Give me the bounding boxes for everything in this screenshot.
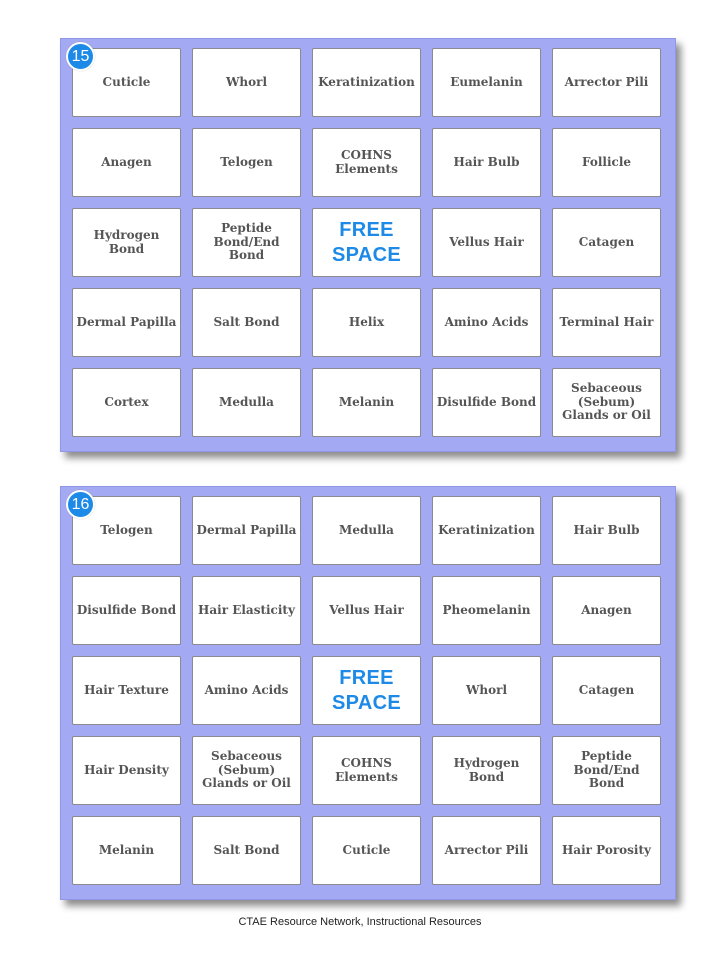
bingo-cell: Amino Acids (432, 288, 541, 357)
bingo-cell: COHNS Elements (312, 736, 421, 805)
bingo-cell: Vellus Hair (432, 208, 541, 277)
bingo-cell: Eumelanin (432, 48, 541, 117)
bingo-grid (72, 48, 661, 437)
bingo-cell: Hydrogen Bond (432, 736, 541, 805)
bingo-cell: Sebaceous (Sebum) Glands or Oil (192, 736, 301, 805)
bingo-cell: Amino Acids (192, 656, 301, 725)
bingo-cell: Salt Bond (192, 816, 301, 885)
bingo-cell: Arrector Pili (552, 48, 661, 117)
bingo-cell: Cuticle (312, 816, 421, 885)
bingo-cell: Arrector Pili (432, 816, 541, 885)
bingo-cell: Salt Bond (192, 288, 301, 357)
bingo-cell: Hair Bulb (552, 496, 661, 565)
footer-credit: CTAE Resource Network, Instructional Resources (238, 916, 482, 928)
free-space-cell: FREE SPACE (312, 208, 421, 277)
bingo-cell: Dermal Papilla (72, 288, 181, 357)
bingo-cell: Telogen (192, 128, 301, 197)
bingo-cell: Peptide Bond/End Bond (192, 208, 301, 277)
bingo-cell: Hair Bulb (432, 128, 541, 197)
free-space-cell: FREE SPACE (312, 656, 421, 725)
bingo-cell: Melanin (312, 368, 421, 437)
bingo-cell: Disulfide Bond (432, 368, 541, 437)
bingo-cell: Cortex (72, 368, 181, 437)
bingo-cell: Medulla (192, 368, 301, 437)
bingo-card-16 (60, 486, 676, 900)
bingo-cell: Terminal Hair (552, 288, 661, 357)
bingo-cell: Hair Porosity (552, 816, 661, 885)
bingo-cell: Vellus Hair (312, 576, 421, 645)
bingo-cell: Pheomelanin (432, 576, 541, 645)
bingo-cell: Melanin (72, 816, 181, 885)
card-number-badge: 16 (66, 490, 95, 519)
bingo-cell: Keratinization (432, 496, 541, 565)
bingo-grid (72, 496, 661, 885)
bingo-cell: Hair Texture (72, 656, 181, 725)
bingo-cell: Dermal Papilla (192, 496, 301, 565)
bingo-cell: Peptide Bond/End Bond (552, 736, 661, 805)
bingo-cell: Hair Density (72, 736, 181, 805)
bingo-cell: Catagen (552, 656, 661, 725)
bingo-cell: Anagen (72, 128, 181, 197)
bingo-cell: COHNS Elements (312, 128, 421, 197)
bingo-cell: Whorl (432, 656, 541, 725)
bingo-cell: Helix (312, 288, 421, 357)
bingo-cell: Hydrogen Bond (72, 208, 181, 277)
bingo-cell: Catagen (552, 208, 661, 277)
bingo-cell: Keratinization (312, 48, 421, 117)
bingo-cell: Whorl (192, 48, 301, 117)
bingo-card-15 (60, 38, 676, 452)
bingo-cell: Hair Elasticity (192, 576, 301, 645)
bingo-cell: Cuticle (72, 48, 181, 117)
bingo-cell: Follicle (552, 128, 661, 197)
bingo-cell: Telogen (72, 496, 181, 565)
bingo-cell: Medulla (312, 496, 421, 565)
bingo-cell: Disulfide Bond (72, 576, 181, 645)
card-number-badge: 15 (66, 42, 95, 71)
bingo-cell: Sebaceous (Sebum) Glands or Oil (552, 368, 661, 437)
bingo-cell: Anagen (552, 576, 661, 645)
